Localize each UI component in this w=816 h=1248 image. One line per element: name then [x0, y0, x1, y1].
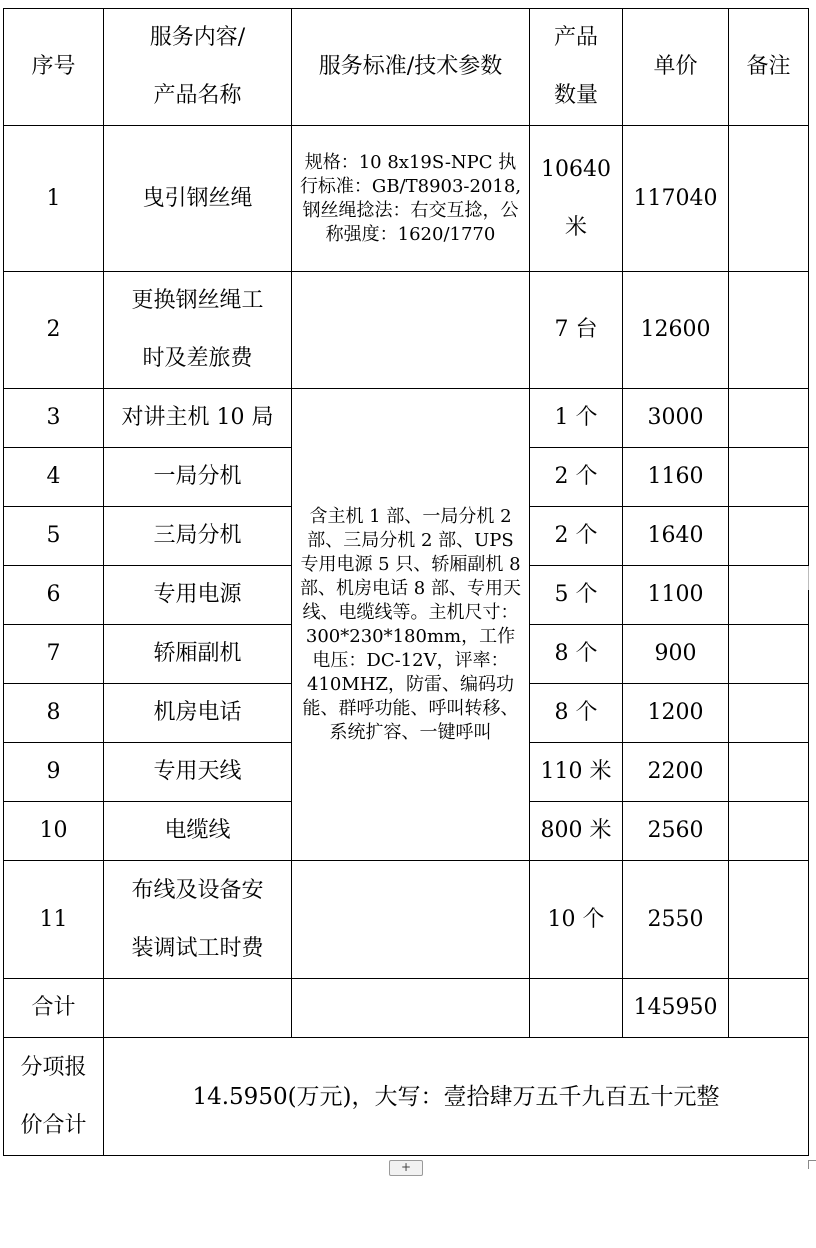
row-no: 1 [4, 126, 104, 272]
quote-table [3, 8, 809, 1156]
row-qty: 2 个 [530, 448, 623, 507]
row-remark [729, 684, 809, 743]
row-spec: 规格：10 8x19S-NPC 执行标准：GB/T8903-2018,钢丝绳捻法：右交互捻，公称强度：1620/1770 [292, 126, 530, 272]
total-price: 145950 [623, 979, 729, 1038]
row-qty: 2 个 [530, 507, 623, 566]
row-price: 117040 [623, 126, 729, 272]
row-no: 3 [4, 389, 104, 448]
header-row [4, 9, 809, 126]
row-remark [729, 743, 809, 802]
row-remark [729, 566, 809, 625]
row-price: 3000 [623, 389, 729, 448]
row-remark [729, 625, 809, 684]
row-qty: 5 个 [530, 566, 623, 625]
row-qty: 8 个 [530, 684, 623, 743]
row-name: 专用天线 [104, 743, 292, 802]
row-remark [729, 448, 809, 507]
row-spec [292, 272, 530, 389]
row-no: 4 [4, 448, 104, 507]
total-label: 合计 [4, 979, 104, 1038]
total-empty [530, 979, 623, 1038]
row-remark [729, 802, 809, 861]
total-empty [104, 979, 292, 1038]
row-price: 2200 [623, 743, 729, 802]
row-qty: 10640 米 [530, 126, 623, 272]
row-name: 一局分机 [104, 448, 292, 507]
row-no: 9 [4, 743, 104, 802]
row-price: 1200 [623, 684, 729, 743]
row-name: 轿厢副机 [104, 625, 292, 684]
subtotal-row [4, 1038, 809, 1156]
intercom-spec: 含主机 1 部、一局分机 2 部、三局分机 2 部、UPS 专用电源 5 只、轿厢副机 8 部、机房电话 8 部、专用天线、电缆线等。主机尺寸：300*230*180mm，工作电压：DC-12V，评率：410MHZ，防雷、编码功能、群呼功能、呼叫转移、系统扩容、一键呼叫 [292, 389, 530, 861]
row-no: 7 [4, 625, 104, 684]
header-no: 序号 [4, 9, 104, 126]
row-spec [292, 861, 530, 979]
row-price: 900 [623, 625, 729, 684]
header-name: 服务内容/ 产品名称 [104, 9, 292, 126]
table-row [4, 389, 809, 448]
row-name: 对讲主机 10 局 [104, 389, 292, 448]
row-qty: 110 米 [530, 743, 623, 802]
row-remark [729, 861, 809, 979]
row-qty: 7 台 [530, 272, 623, 389]
row-no: 10 [4, 802, 104, 861]
row-name: 电缆线 [104, 802, 292, 861]
row-price: 2560 [623, 802, 729, 861]
row-name: 机房电话 [104, 684, 292, 743]
row-price: 1160 [623, 448, 729, 507]
row-no: 11 [4, 861, 104, 979]
row-price: 1100 [623, 566, 729, 625]
row-name: 更换钢丝绳工 时及差旅费 [104, 272, 292, 389]
row-no: 2 [4, 272, 104, 389]
row-remark [729, 507, 809, 566]
header-price: 单价 [623, 9, 729, 126]
total-remark [729, 979, 809, 1038]
header-spec: 服务标准/技术参数 [292, 9, 530, 126]
total-row [4, 979, 809, 1038]
row-remark [729, 389, 809, 448]
row-no: 6 [4, 566, 104, 625]
subtotal-text: 14.5950(万元)，大写：壹拾肆万五千九百五十元整 [104, 1038, 809, 1156]
row-name: 布线及设备安 装调试工时费 [104, 861, 292, 979]
table-row [4, 861, 809, 979]
row-remark [729, 126, 809, 272]
row-qty: 800 米 [530, 802, 623, 861]
table-side-handle[interactable] [808, 566, 816, 590]
add-row-button[interactable]: + [389, 1160, 423, 1176]
total-empty [292, 979, 530, 1038]
row-price: 1640 [623, 507, 729, 566]
table-resize-handle[interactable] [808, 1160, 816, 1169]
header-qty: 产品 数量 [530, 9, 623, 126]
row-name: 曳引钢丝绳 [104, 126, 292, 272]
row-price: 12600 [623, 272, 729, 389]
row-name: 三局分机 [104, 507, 292, 566]
row-price: 2550 [623, 861, 729, 979]
row-remark [729, 272, 809, 389]
table-row [4, 272, 809, 389]
row-no: 8 [4, 684, 104, 743]
row-qty: 1 个 [530, 389, 623, 448]
header-remark: 备注 [729, 9, 809, 126]
row-qty: 8 个 [530, 625, 623, 684]
row-no: 5 [4, 507, 104, 566]
row-qty: 10 个 [530, 861, 623, 979]
row-name: 专用电源 [104, 566, 292, 625]
table-row [4, 126, 809, 272]
subtotal-label: 分项报 价合计 [4, 1038, 104, 1156]
